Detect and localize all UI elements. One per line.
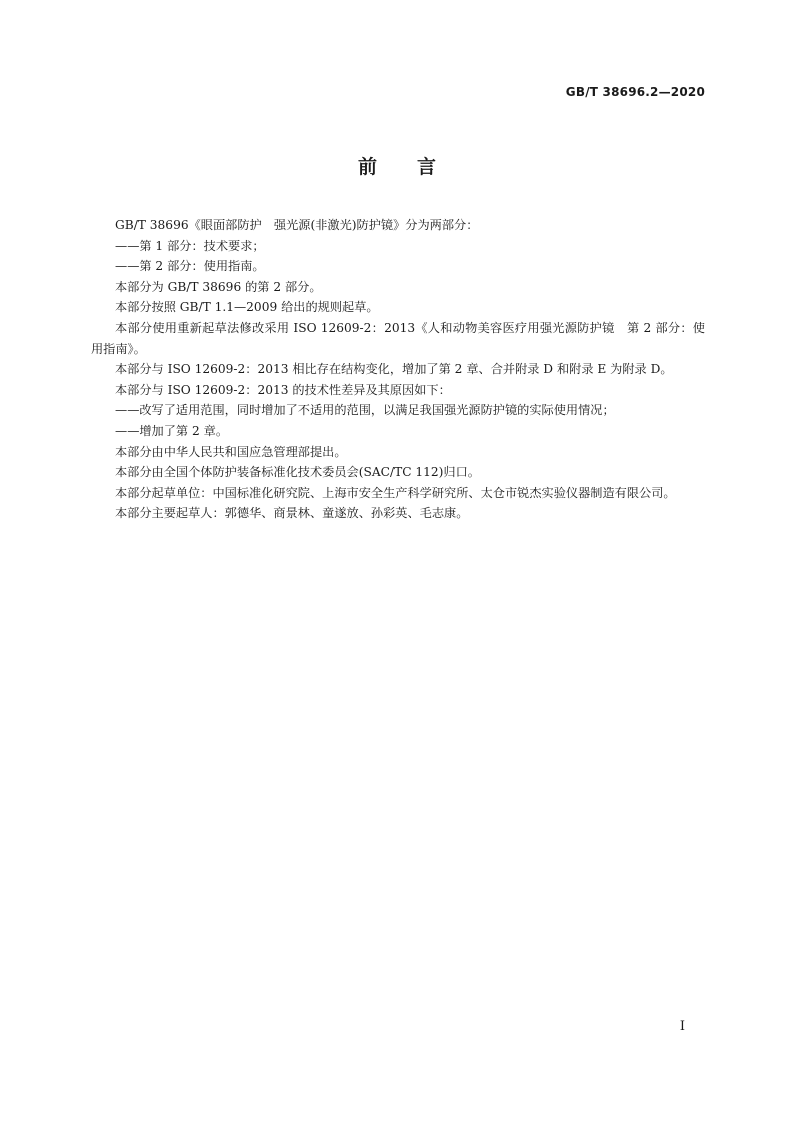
paragraph: 本部分为 GB/T 38696 的第 2 部分。 xyxy=(115,279,322,294)
list-item: ——改写了适用范围，同时增加了不适用的范围，以满足我国强光源防护镜的实际使用情况； xyxy=(115,403,615,418)
paragraph: GB/T 38696《眼面部防护 强光源(非激光)防护镜》分为两部分： xyxy=(115,218,479,232)
paragraph: 本部分由全国个体防护装备标准化技术委员会(SAC/TC 112)归口。 xyxy=(115,465,480,480)
list-item: ——第 1 部分：技术要求； xyxy=(115,238,265,253)
paragraph: 本部分由中华人民共和国应急管理部提出。 xyxy=(115,444,347,459)
list-item: ——第 2 部分：使用指南。 xyxy=(115,259,265,274)
paragraph: 本部分起草单位：中国标准化研究院、上海市安全生产科学研究所、太仓市锐杰实验仪器制造有限公司。 xyxy=(115,485,676,500)
page-title: 前言 xyxy=(357,156,476,178)
foreword-body xyxy=(91,215,705,524)
paragraph: 本部分与 ISO 12609-2：2013 的技术性差异及其原因如下： xyxy=(115,382,451,397)
paragraph: 本部分主要起草人：郭德华、商景林、童遂放、孙彩英、毛志康。 xyxy=(115,506,469,521)
paragraph: 本部分与 ISO 12609-2：2013 相比存在结构变化，增加了第 2 章、合并附录 D 和附录 E 为附录 D。 xyxy=(115,362,673,377)
page-number: I xyxy=(679,1019,685,1034)
paragraph: 本部分按照 GB/T 1.1—2009 给出的规则起草。 xyxy=(115,300,379,315)
list-item: ——增加了第 2 章。 xyxy=(115,423,229,438)
document-code: GB/T 38696.2—2020 xyxy=(565,85,705,99)
paragraph: 本部分使用重新起草法修改采用 ISO 12609-2：2013《人和动物美容医疗用强光源防护镜 第 2 部分：使用指南》。 xyxy=(91,320,705,356)
